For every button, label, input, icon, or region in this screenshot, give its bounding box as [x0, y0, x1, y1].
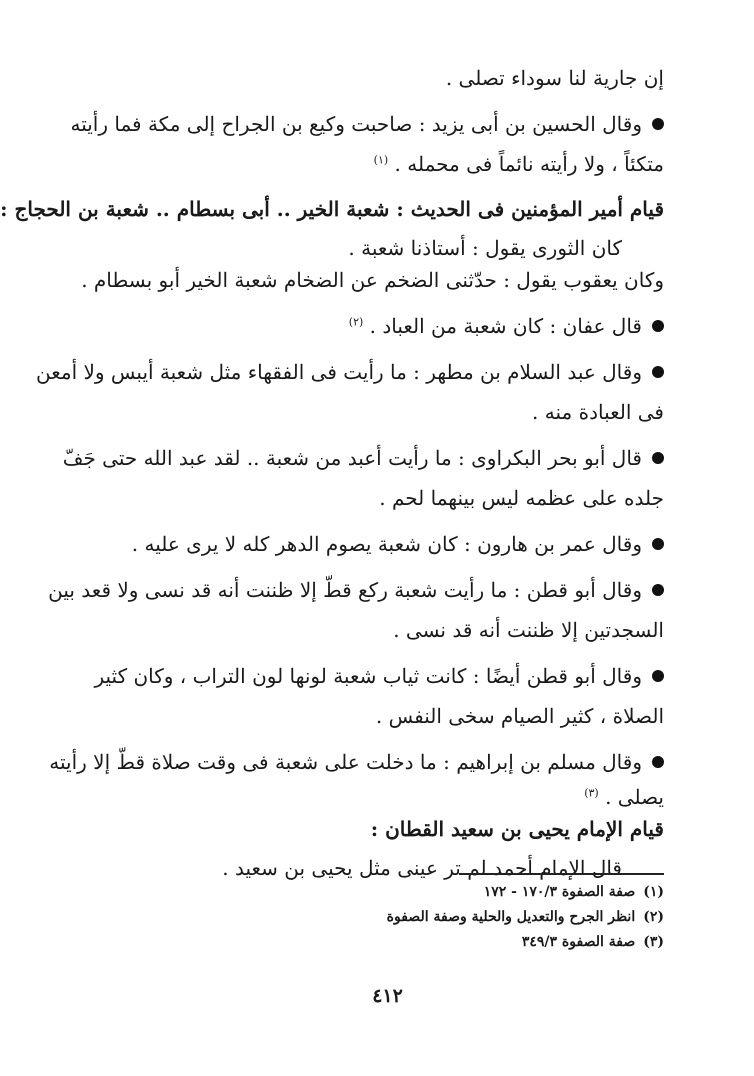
paragraph — [94, 656, 664, 736]
text-line: وقال مسلم بن إبراهيم : ما دخلت على شعبة فى وقت صلاة قطّ إلا رأيته — [102, 742, 664, 782]
bullet-icon — [652, 584, 664, 596]
text-line: السجدتين إلا ظننت أنه قد نسى . — [393, 618, 664, 642]
paragraph — [35, 352, 664, 432]
text-line: فى العبادة منه . — [532, 400, 664, 424]
bullet-icon — [652, 670, 664, 682]
section-heading: قيام الإمام يحيى بن سعيد القطان : — [370, 817, 664, 841]
paragraph — [102, 524, 664, 564]
text-line: يصلى . $^{(٣)}$ — [584, 785, 664, 809]
paragraph — [62, 438, 664, 518]
text-line: متكئاً ، ولا رأيته نائماً فى محمله . $^{(١)}$ — [373, 152, 664, 176]
text-line: الصلاة ، كثير الصيام سخى النفس . — [375, 704, 664, 728]
bullet-icon — [652, 756, 664, 768]
footnote-item: (٢)انظر الجرح والتعديل والحلية وصفة الصفوة — [386, 909, 664, 925]
paragraph — [48, 570, 664, 650]
page-body — [0, 58, 664, 894]
text-line: وقال عمر بن هارون : كان شعبة يصوم الدهر كله لا يرى عليه . — [102, 524, 664, 564]
bullet-icon — [652, 452, 664, 464]
footnote-ref: (١) — [373, 153, 389, 167]
footnote-ref: (٢) — [348, 315, 364, 329]
page-number: ٤١٢ — [372, 985, 403, 1007]
text-line: قال عفان : كان شعبة من العباد . $^{(٢)}$ — [102, 306, 664, 346]
footnote-ref: (٣) — [584, 786, 599, 800]
section-heading: قيام أمير المؤمنين فى الحديث : شعبة الخير .. أبى بسطام .. شعبة بن الحجاج : — [0, 197, 664, 221]
text-line: وقال عبد السلام بن مطهر : ما رأيت فى الفقهاء مثل شعبة أيبس ولا أمعن — [102, 352, 664, 392]
paragraph — [102, 306, 664, 346]
text-line: جلده على عظمه ليس بينهما لحم . — [379, 486, 664, 510]
text-line: وقال أبو قطن : ما رأيت شعبة ركع قطّ إلا ظننت أنه قد نسى ولا قعد بين — [102, 570, 664, 610]
footnotes — [344, 880, 664, 955]
bullet-icon — [652, 118, 664, 130]
text-line: إن جارية لنا سوداء تصلى . — [445, 66, 664, 90]
footnote-item: (٣)صفة الصفوة ٣٤٩/٣ — [521, 934, 664, 950]
bullet-icon — [652, 366, 664, 378]
text-line: قال أبو بحر البكراوى : ما رأيت أعبد من شعبة .. لقد عبد الله حتى جَفّ — [102, 438, 664, 478]
footnote-divider — [459, 873, 664, 875]
paragraph — [81, 260, 664, 300]
bullet-icon — [652, 320, 664, 332]
text-line: وقال الحسين بن أبى يزيد : صاحبت وكيع بن الجراح إلى مكة فما رأيته — [102, 104, 664, 144]
bullet-icon — [652, 538, 664, 550]
paragraph — [102, 58, 664, 98]
text-line: وكان يعقوب يقول : حدّثنى الضخم عن الضخام شعبة الخير أبو بسطام . — [81, 268, 664, 292]
paragraph — [70, 104, 664, 184]
paragraph — [49, 742, 664, 812]
text-line: وقال أبو قطن أيضًا : كانت ثياب شعبة لونها لون التراب ، وكان كثير — [102, 656, 664, 696]
text-line: قال الإمام أحمد لم تر عينى مثل يحيى بن سعيد . — [222, 856, 622, 880]
footnote-item: (١)صفة الصفوة ١٧٠/٣ - ١٧٢ — [483, 884, 664, 900]
text-line: كان الثورى يقول : أستاذنا شعبة . — [348, 236, 622, 260]
